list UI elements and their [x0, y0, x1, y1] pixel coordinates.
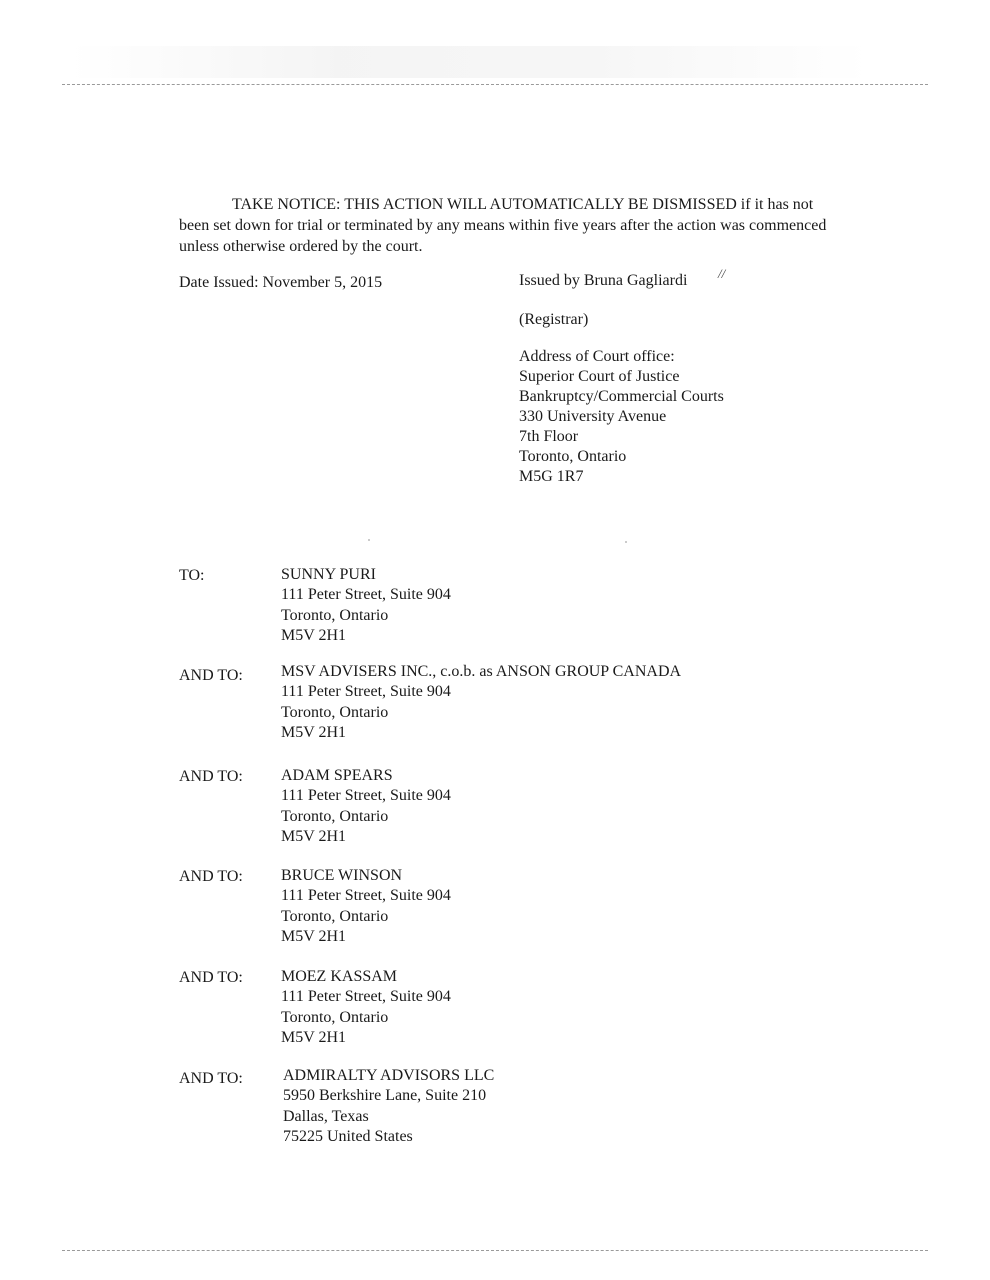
- issued-by: Issued by Bruna Gagliardi: [519, 272, 688, 289]
- scan-artifact-top: [70, 46, 870, 78]
- court-address-line: 7th Floor: [519, 428, 579, 445]
- court-address-line: Superior Court of Justice: [519, 368, 680, 385]
- scan-speck: [625, 541, 627, 543]
- recipient-name: ADMIRALTY ADVISORS LLC: [283, 1067, 495, 1084]
- recipient-address: [281, 866, 451, 947]
- court-address-line: Toronto, Ontario: [519, 448, 627, 465]
- recipient-address-line: 111 Peter Street, Suite 904: [281, 787, 451, 805]
- recipient-name: MSV ADVISERS INC., c.o.b. as ANSON GROUP CANADA: [281, 663, 682, 680]
- recipient-name: MOEZ KASSAM: [281, 968, 398, 985]
- recipient-address-line: Dallas, Texas: [283, 1107, 369, 1125]
- take-notice-paragraph: TAKE NOTICE: THIS ACTION WILL AUTOMATICALLY BE DISMISSED if it has not been set down for trial or terminated by any means within five years after the action was commenced unless otherwise ordered by the court.: [179, 196, 827, 255]
- court-address-line: M5G 1R7: [519, 468, 584, 485]
- recipient-address-line: Toronto, Ontario: [281, 606, 389, 624]
- recipient-address-line: Toronto, Ontario: [281, 807, 389, 825]
- recipient-address-line: M5V 2H1: [281, 626, 347, 644]
- scan-line-bottom: [62, 1250, 928, 1251]
- recipient-name: ADAM SPEARS: [281, 767, 393, 784]
- recipient-address-line: Toronto, Ontario: [281, 907, 389, 925]
- recipient-address-line: 111 Peter Street, Suite 904: [281, 887, 451, 905]
- recipient-label: AND TO:: [179, 868, 243, 885]
- recipient-address: [281, 766, 451, 847]
- recipient-label: TO:: [179, 567, 205, 584]
- recipient-address-line: 111 Peter Street, Suite 904: [281, 586, 451, 604]
- court-office-address: [519, 347, 724, 487]
- recipient-address: [281, 662, 681, 743]
- recipient-address-line: 111 Peter Street, Suite 904: [281, 988, 451, 1006]
- recipient-address: [283, 1066, 494, 1147]
- recipient-address: [281, 967, 451, 1048]
- recipient-address-line: M5V 2H1: [281, 927, 347, 945]
- court-address-line: Address of Court office:: [519, 348, 675, 365]
- scan-line-top: [62, 84, 928, 85]
- recipient-address-line: M5V 2H1: [281, 1028, 347, 1046]
- recipient-label: AND TO:: [179, 969, 243, 986]
- recipient-address: [281, 565, 451, 646]
- recipient-address-line: M5V 2H1: [281, 723, 347, 741]
- recipient-address-line: M5V 2H1: [281, 827, 347, 845]
- recipient-label: AND TO:: [179, 768, 243, 785]
- recipient-name: BRUCE WINSON: [281, 867, 403, 884]
- recipient-address-line: 75225 United States: [283, 1127, 413, 1145]
- recipient-label: AND TO:: [179, 1070, 243, 1087]
- recipient-address-line: Toronto, Ontario: [281, 1008, 389, 1026]
- registrar-label: (Registrar): [519, 311, 589, 328]
- date-issued: Date Issued: November 5, 2015: [179, 274, 383, 291]
- recipient-address-line: Toronto, Ontario: [281, 703, 389, 721]
- recipient-label: AND TO:: [179, 667, 243, 684]
- recipient-name: SUNNY PURI: [281, 566, 376, 583]
- issued-mark: //: [718, 266, 726, 281]
- recipient-address-line: 5950 Berkshire Lane, Suite 210: [283, 1087, 487, 1105]
- scan-speck: [368, 539, 370, 541]
- court-address-line: Bankruptcy/Commercial Courts: [519, 388, 724, 405]
- court-address-line: 330 University Avenue: [519, 408, 667, 425]
- recipient-address-line: 111 Peter Street, Suite 904: [281, 683, 451, 701]
